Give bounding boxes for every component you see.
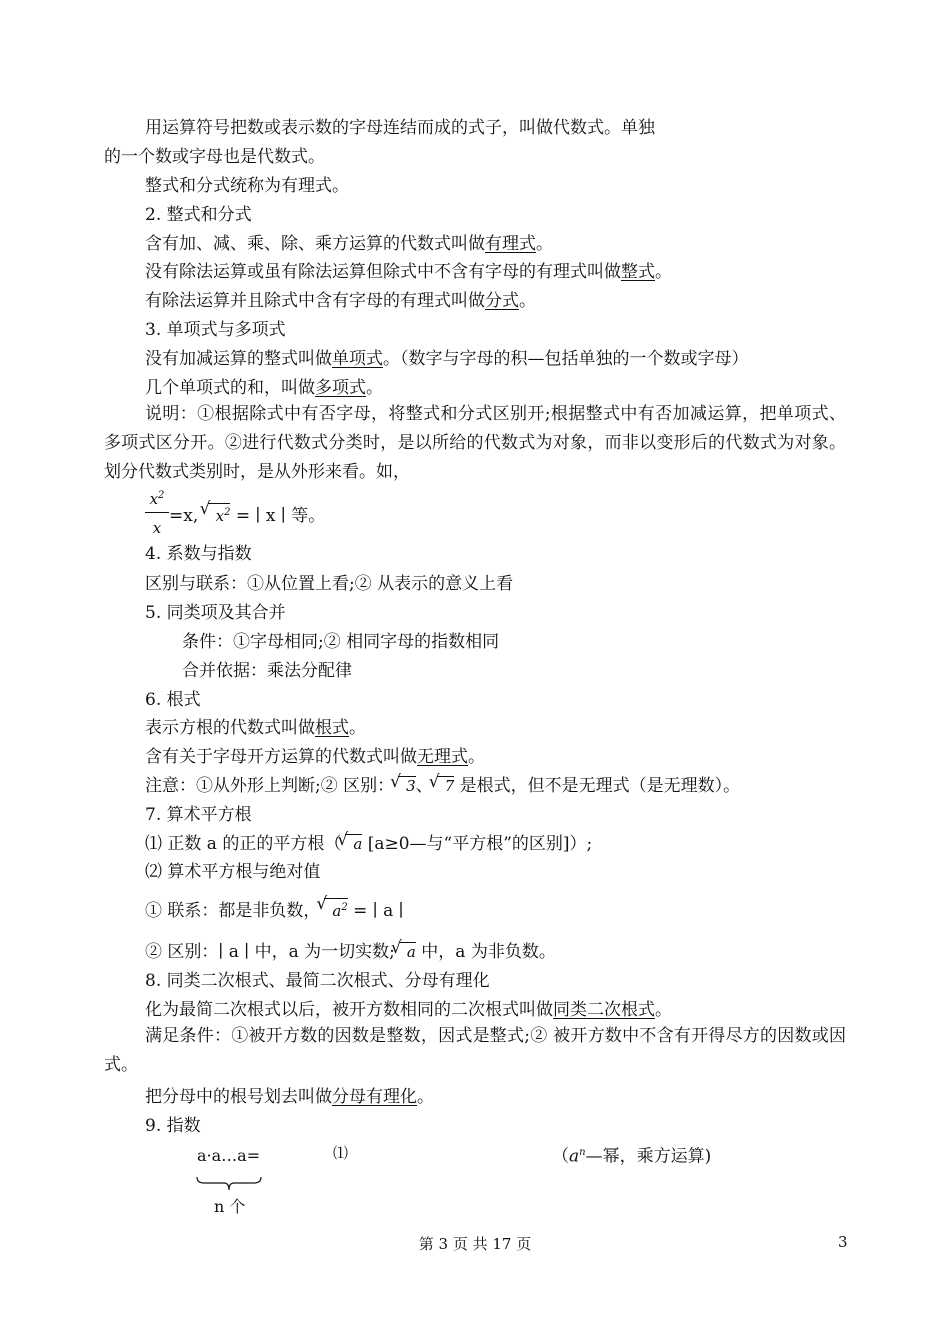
para-2b: 没有除法运算或虽有除法运算但除式中不含有字母的有理式叫做整式。	[145, 262, 672, 282]
term-fractional: 分式	[485, 291, 519, 311]
para-7d: ② 区别：∣ a ∣ 中，a 为一切实数;√ a 中，a 为非负数。	[145, 940, 556, 964]
para-definition-line1: 用运算符号把数或表示数的字母连结而成的式子，叫做代数式。单独	[145, 118, 655, 138]
para-6c: 注意：①从外形上判断;② 区别：√ 3、√ 7 是根式，但不是无理式（是无理数）。	[145, 774, 740, 798]
term-like-radicals: 同类二次根式	[553, 1000, 655, 1020]
para-6a: 表示方根的代数式叫做根式。	[145, 718, 366, 738]
para-6b: 含有关于字母开方运算的代数式叫做无理式。	[145, 747, 485, 767]
heading-2: 2. 整式和分式	[145, 205, 252, 225]
page-number: 3	[838, 1233, 848, 1251]
para-2c: 有除法运算并且除式中含有字母的有理式叫做分式。	[145, 291, 536, 311]
para-4: 区别与联系：①从位置上看;② 从表示的意义上看	[145, 574, 514, 594]
exponent-expression: a·a…a=	[197, 1146, 261, 1165]
heading-7: 7. 算术平方根	[145, 805, 252, 825]
para-7c: ① 联系：都是非负数，√ $a^2$ = ∣ a ∣	[145, 898, 404, 923]
para-5a: 条件：①字母相同;② 相同字母的指数相同	[182, 632, 500, 652]
equation-label: ⑴	[333, 1144, 349, 1162]
para-3-note: 说明：①根据除式中有否字母，将整式和分式区别开;根据整式中有否加减运算，把单项式、多项式区分开。②进行代数式分类时，是以所给的代数式为对象，而非以变形后的代数式为对象。划分代数式类别时，是从外形来看。如，	[104, 404, 846, 482]
underbrace	[196, 1175, 262, 1193]
para-7a: ⑴ 正数 a 的正的平方根（√ a [a≥0—与“平方根”的区别]）;	[145, 832, 592, 856]
para-definition-line2: 的一个数或字母也是代数式。	[104, 147, 325, 167]
term-rational: 有理式	[485, 234, 536, 254]
heading-3: 3. 单项式与多项式	[145, 320, 286, 340]
heading-5: 5. 同类项及其合并	[145, 603, 286, 623]
para-2a: 含有加、减、乘、除、乘方运算的代数式叫做有理式。	[145, 234, 553, 254]
page-footer: 第 3 页 共 17 页	[418, 1235, 532, 1253]
n-count-label: n 个	[214, 1197, 246, 1216]
para-8a: 化为最简二次根式以后，被开方数相同的二次根式叫做同类二次根式。	[145, 1000, 672, 1020]
heading-9: 9. 指数	[145, 1116, 201, 1136]
heading-6: 6. 根式	[145, 690, 201, 710]
heading-8: 8. 同类二次根式、最简二次根式、分母有理化	[145, 971, 490, 991]
term-irrational: 无理式	[417, 747, 468, 767]
example-formula: =x, √ $x^2$ = ∣ x ∣ 等。	[169, 503, 325, 528]
term-radical: 根式	[315, 718, 349, 738]
para-7b: ⑵ 算术平方根与绝对值	[145, 862, 321, 882]
para-5b: 合并依据：乘法分配律	[182, 661, 352, 681]
term-monomial: 单项式	[332, 349, 383, 369]
para-3a: 没有加减运算的整式叫做单项式。（数字与字母的积—包括单独的一个数或字母）	[145, 349, 749, 369]
fraction-x2-over-x: $\frac{x^2}{x}$	[145, 490, 169, 537]
para-8c: 把分母中的根号划去叫做分母有理化。	[145, 1087, 434, 1107]
exponent-note: （$a^n—$幂，乘方运算)	[552, 1146, 712, 1167]
para-rational-expression: 整式和分式统称为有理式。	[145, 176, 349, 196]
para-8b: 满足条件：①被开方数的因数是整数，因式是整式;② 被开方数中不含有开得尽方的因数或因式。	[104, 1026, 846, 1075]
heading-4: 4. 系数与指数	[145, 544, 252, 564]
term-rationalize: 分母有理化	[332, 1087, 417, 1107]
term-polynomial: 多项式	[315, 378, 366, 398]
term-integral: 整式	[621, 262, 655, 282]
para-3b: 几个单项式的和，叫做多项式。	[145, 378, 383, 398]
